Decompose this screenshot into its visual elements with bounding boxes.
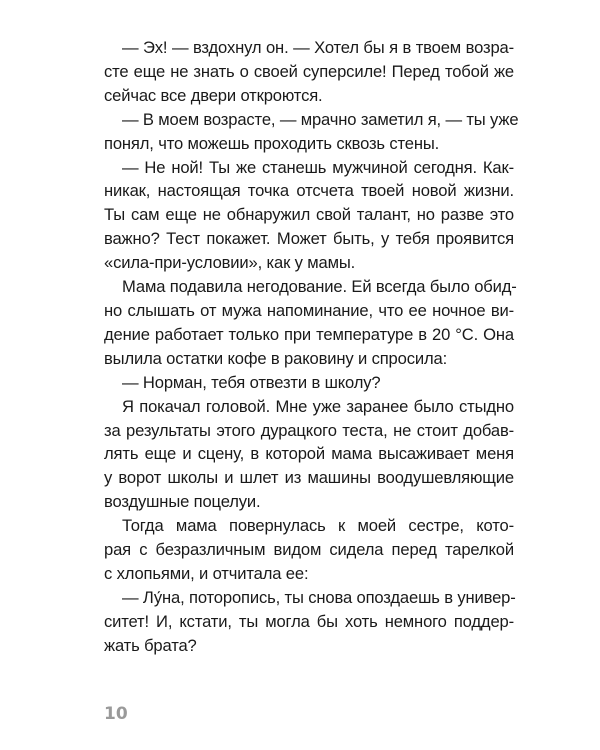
text-line: с хлопьями, и отчитала ее: xyxy=(104,563,309,583)
text-line: жать брата? xyxy=(104,635,197,655)
text-line: Тогда мама повернулась к моей сестре, кото- xyxy=(122,516,514,536)
text-line: но слышать от мужа напоминание, что ее ночное ви- xyxy=(104,300,514,320)
text-line: понял, что можешь проходить сквозь стены. xyxy=(104,133,440,153)
text-line: дение работает только при температуре в 20 °C. Она xyxy=(104,324,514,344)
text-line: за результаты этого дурацкого теста, не стоит добав- xyxy=(104,420,514,440)
text-line: «сила-при-условии», как у мамы. xyxy=(104,253,356,273)
page-number: 10 xyxy=(104,704,128,724)
text-line: — Норман, тебя отвезти в школу? xyxy=(122,372,381,392)
text-line: ситет! И, кстати, ты могла бы хоть немного поддер- xyxy=(104,611,514,631)
text-line: — Эх! — вздохнул он. — Хотел бы я в твоем возра- xyxy=(122,38,514,57)
text-line: — В моем возрасте, — мрачно заметил я, — ты уже xyxy=(122,109,519,129)
text-line: Ты сам еще не обнаружил свой талант, но разве это xyxy=(104,205,514,225)
text-line: у ворот школы и шлет из машины воодушевляющие xyxy=(104,468,514,488)
text-line: Я покачал головой. Мне уже заранее было стыдно xyxy=(122,396,514,416)
text-line: важно? Тест покажет. Может быть, у тебя проявится xyxy=(104,229,514,249)
text-line: сте еще не знать о своей суперсиле! Перед тобой же xyxy=(104,61,514,81)
text-line: — Не ной! Ты же станешь мужчиной сегодня. Как- xyxy=(122,157,514,177)
text-line: — Лу́на, поторопись, ты снова опоздаешь в универ- xyxy=(122,587,516,607)
text-line: вылила остатки кофе в раковину и спросила: xyxy=(104,348,448,368)
text-line: никак, настоящая точка отсчета твоей новой жизни. xyxy=(104,181,514,201)
page-body-text xyxy=(104,36,519,658)
text-line: воздушные поцелуи. xyxy=(104,492,261,512)
text-line: сейчас все двери откроются. xyxy=(104,85,323,105)
text-line: рая с безразличным видом сидела перед тарелкой xyxy=(104,540,514,560)
text-line: Мама подавила негодование. Ей всегда было обид- xyxy=(122,277,517,297)
text-line: лять еще и сцену, в которой мама высаживает меня xyxy=(104,444,514,464)
